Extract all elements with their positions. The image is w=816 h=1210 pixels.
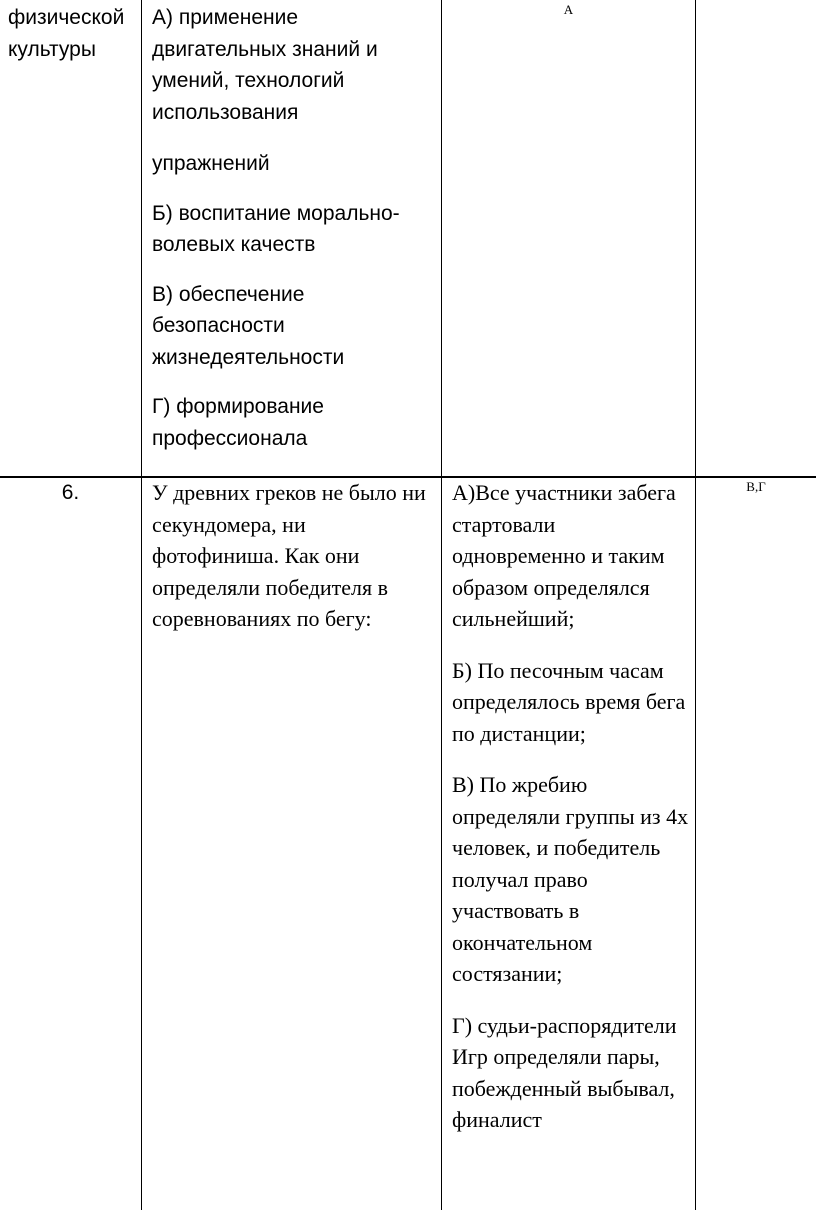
question-number: 6. [61, 481, 80, 504]
row-6-number [0, 477, 141, 509]
option-a: А)Все участники забега стартовали одновременно и таким образом определялся сильнейший; [452, 480, 676, 631]
option-d: Г) судьи-распорядители Игр определяли пары, побежденный выбывал, финалист [452, 1012, 677, 1132]
col-divider-1 [141, 0, 142, 1210]
option-c: В) обеспечение безопасности жизнедеятельности [152, 282, 345, 369]
subject-text: физической культуры [8, 6, 125, 61]
row-top-col1 [8, 2, 139, 65]
row-top-options [152, 2, 437, 454]
answer-text: В,Г [746, 479, 766, 494]
option-a: А) применение двигательных знаний и умений, технологий использования [152, 6, 378, 124]
option-c: В) По жребию определяли группы из 4х человек, и победитель получал право участвовать в окончательном состязании; [452, 772, 689, 986]
row-6-answer [696, 479, 816, 495]
question-text: У древних греков не было ни секундомера, ни фотофиниша. Как они определяли победителя в соревнованиях по бегу: [152, 480, 426, 631]
col-divider-2 [441, 0, 442, 1210]
option-d: Г) формирование профессионала [152, 395, 324, 450]
option-b: Б) По песочным часам определялось время бега по дистанции; [452, 657, 686, 746]
answer-text: А [563, 2, 574, 17]
option-b: Б) воспитание морально-волевых качеств [152, 201, 400, 256]
col-divider-3 [695, 0, 696, 1210]
row-6-options [452, 477, 692, 1136]
row-6-question [152, 477, 437, 635]
row-top-answer [442, 2, 695, 18]
option-a-cont: упражнений [152, 152, 270, 175]
